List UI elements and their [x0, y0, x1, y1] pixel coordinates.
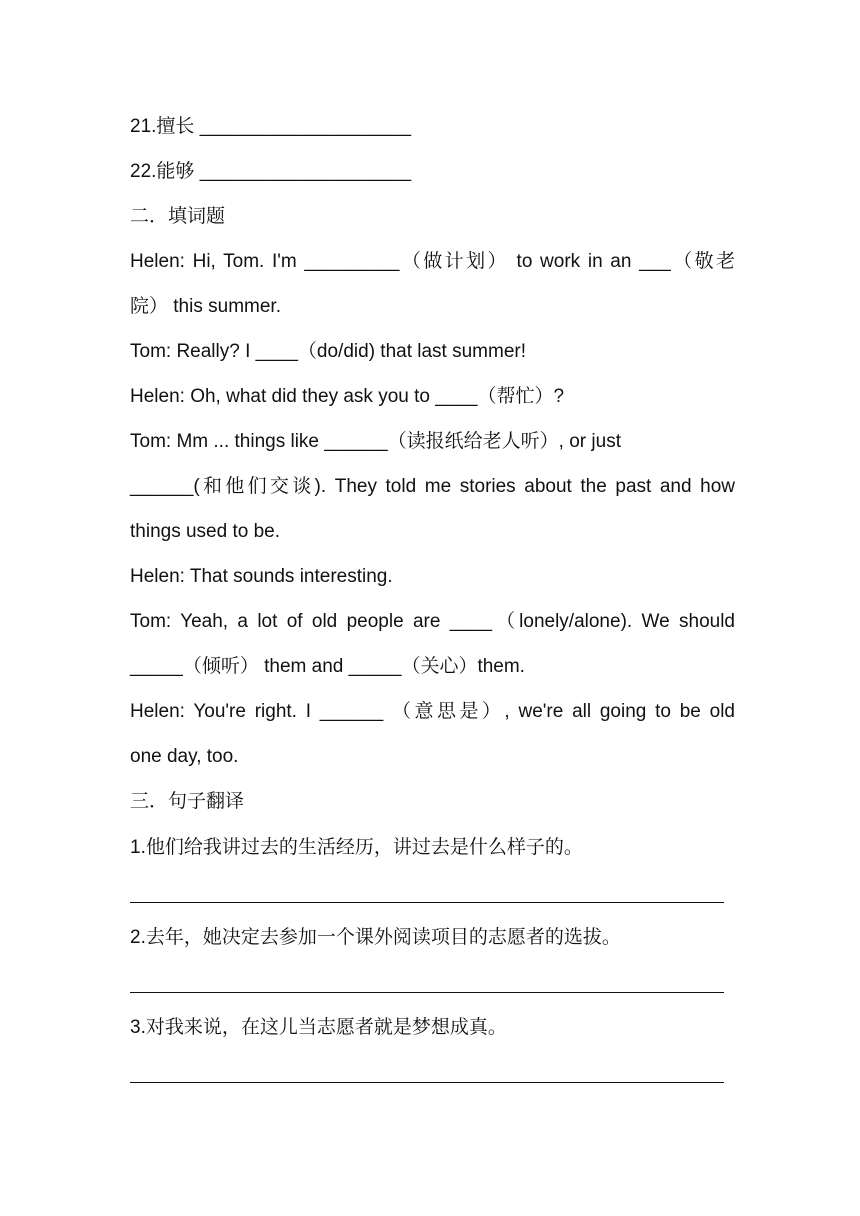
- section-2-heading: 二．填词题: [130, 206, 226, 227]
- dialogue-line: _____（倾听） them and _____（关心）them.: [130, 656, 525, 677]
- answer-line-3[interactable]: [130, 1082, 724, 1083]
- translation-item-1: 1.他们给我讲过去的生活经历，讲过去是什么样子的。: [130, 837, 583, 858]
- translation-item-2: 2.去年，她决定去参加一个课外阅读项目的志愿者的选拔。: [130, 927, 621, 948]
- dialogue-line: Tom: Mm ... things like ______（读报纸给老人听）, or just: [130, 431, 621, 452]
- dialogue-line: Helen: Hi, Tom. I'm _________（做计划） to work in an ___（敬老: [130, 251, 735, 272]
- dialogue-line: things used to be.: [130, 521, 280, 542]
- dialogue-line: Tom: Yeah, a lot of old people are ____（lonely/alone). We should: [130, 611, 735, 632]
- dialogue-line: ______(和他们交谈). They told me stories about the past and how: [130, 476, 735, 497]
- translation-item-3: 3.对我来说，在这儿当志愿者就是梦想成真。: [130, 1017, 507, 1038]
- answer-line-1[interactable]: [130, 902, 724, 903]
- dialogue-line: 院） this summer.: [130, 296, 281, 317]
- dialogue-line: Helen: You're right. I ______ （意思是）, we're all going to be old: [130, 701, 735, 722]
- answer-line-2[interactable]: [130, 992, 724, 993]
- vocab-item-21: 21.擅长 ____________________: [130, 116, 412, 137]
- section-3-heading: 三．句子翻译: [130, 791, 245, 812]
- dialogue-line: one day, too.: [130, 746, 239, 767]
- dialogue-line: Tom: Really? I ____（do/did) that last summer!: [130, 341, 527, 362]
- dialogue-line: Helen: Oh, what did they ask you to ____（帮忙）?: [130, 386, 565, 407]
- vocab-item-22: 22.能够 ____________________: [130, 161, 412, 182]
- dialogue-line: Helen: That sounds interesting.: [130, 566, 393, 587]
